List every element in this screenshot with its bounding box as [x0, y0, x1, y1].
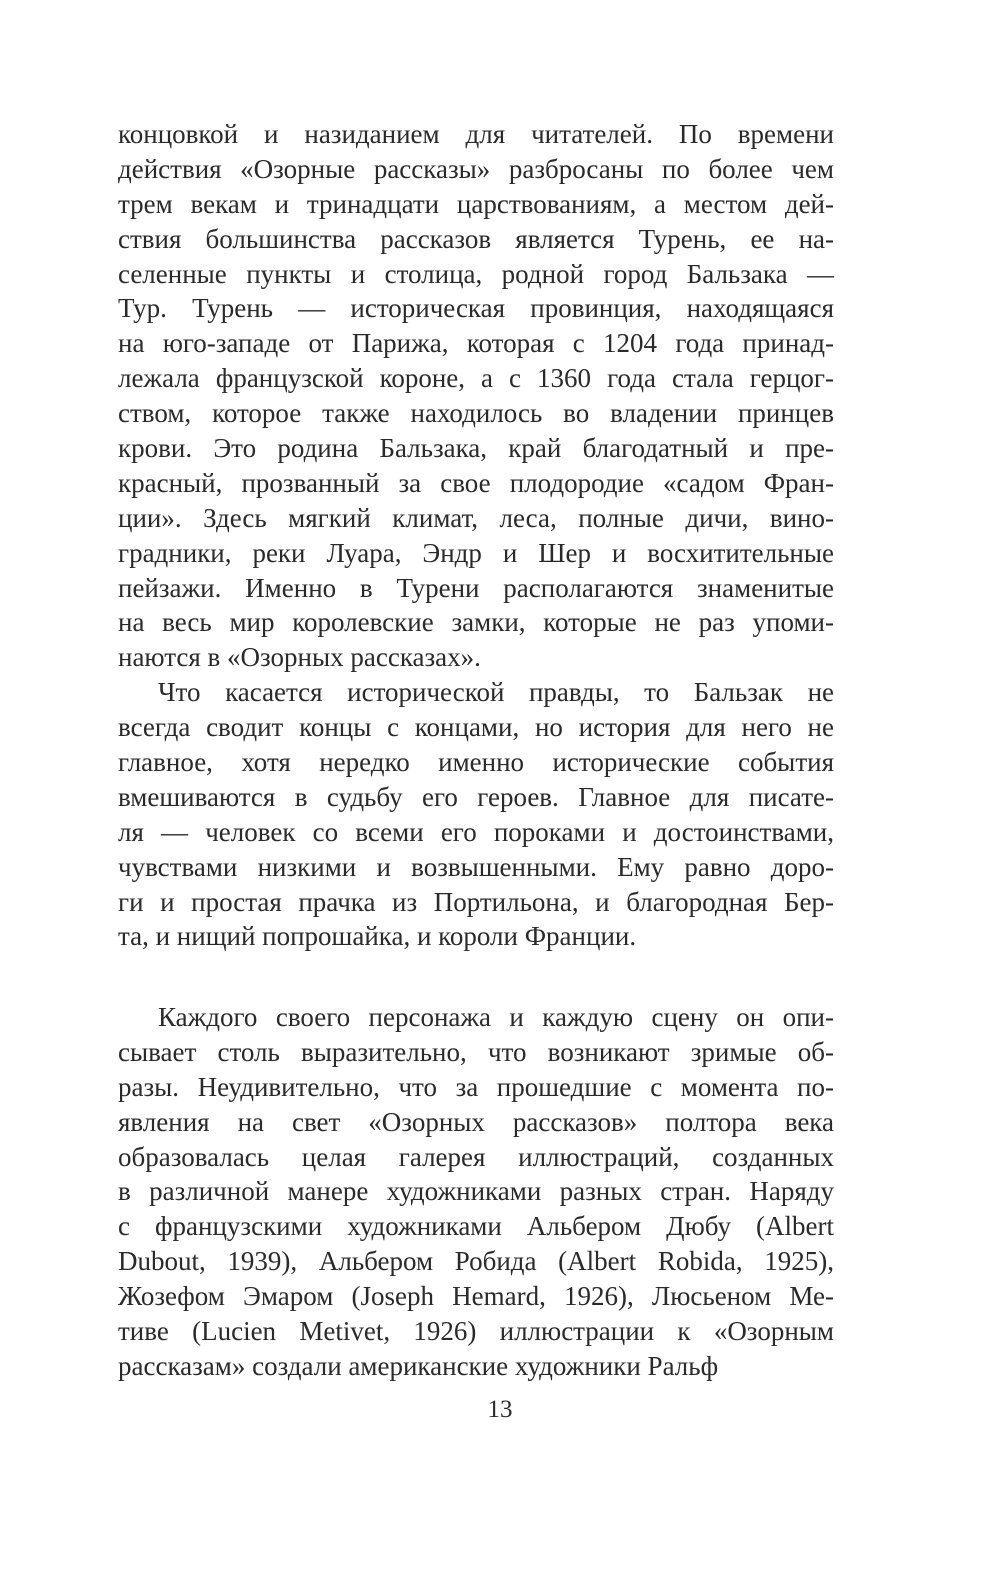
- text-line: Тур. Турень — историческая провинция, находящаяся: [118, 293, 834, 324]
- text-line: та, и нищий попрошайка, и короли Франции.: [118, 921, 637, 952]
- text-block-top: [118, 117, 834, 954]
- text-line: лежала французской короне, а с 1360 года стала герцог-: [118, 363, 834, 394]
- text-line: вмешиваются в судьбу его героев. Главное для писате-: [118, 781, 834, 812]
- text-line: Жозефом Эмаром (Joseph Hemard, 1926), Люсьеном Ме-: [118, 1281, 834, 1312]
- text-block-bottom: [118, 1000, 834, 1384]
- text-line: Что касается исторической правды, то Бальзак не: [158, 677, 834, 708]
- paragraph: [118, 675, 834, 954]
- text-line: в различной манере художниками разных стран. Наряду: [118, 1176, 834, 1207]
- text-line: с французскими художниками Альбером Дюбу (Albert: [118, 1211, 834, 1242]
- text-line: главное, хотя нередко именно исторические события: [118, 747, 834, 778]
- text-line: всегда сводит концы с концами, но история для него не: [118, 712, 834, 743]
- text-line: пейзажи. Именно в Турени располагаются знаменитые: [118, 572, 834, 603]
- text-line: образовалась целая галерея иллюстраций, созданных: [118, 1141, 834, 1172]
- text-line: Каждого своего персонажа и каждую сцену он опи-: [158, 1002, 834, 1032]
- text-line: ля — человек со всеми его пороками и достоинствами,: [118, 816, 834, 847]
- text-line: ствия большинства рассказов является Турень, ее на-: [118, 223, 834, 254]
- text-line: на весь мир королевские замки, которые не раз упоми-: [118, 607, 834, 638]
- text-line: действия «Озорные рассказы» разбросаны по более чем: [118, 153, 834, 184]
- text-line: ством, которое также находилось во владении принцев: [118, 398, 834, 429]
- text-line: концовкой и назиданием для читателей. По времени: [118, 119, 834, 149]
- text-line: селенные пункты и столица, родной город Бальзака —: [118, 258, 834, 289]
- text-line: трем векам и тринадцати царствованиям, а местом дей-: [118, 188, 834, 219]
- text-line: рассказам» создали американские художники Ральф: [118, 1350, 719, 1381]
- paragraph: [118, 117, 834, 675]
- text-line: наются в «Озорных рассказах».: [118, 642, 481, 673]
- page-number: 13: [487, 1396, 513, 1423]
- text-line: крови. Это родина Бальзака, край благодатный и пре-: [118, 433, 834, 464]
- text-line: чувствами низкими и возвышенными. Ему равно доро-: [118, 851, 834, 882]
- text-line: тиве (Lucien Metivet, 1926) иллюстрации к «Озорным: [118, 1316, 834, 1347]
- text-line: сывает столь выразительно, что возникают зримые об-: [118, 1036, 834, 1067]
- text-line: на юго-западе от Парижа, которая с 1204 года принад-: [118, 328, 834, 359]
- text-line: разы. Неудивительно, что за прошедшие с момента по-: [118, 1071, 834, 1102]
- text-line: явления на свет «Озорных рассказов» полтора века: [118, 1106, 834, 1137]
- paragraph: [118, 1000, 834, 1384]
- text-line: красный, прозванный за свое плодородие «садом Фран-: [118, 467, 834, 498]
- text-line: Dubout, 1939), Альбером Робида (Albert Robida, 1925),: [118, 1246, 834, 1277]
- text-line: градники, реки Луара, Эндр и Шер и восхитительные: [118, 537, 834, 568]
- text-line: ции». Здесь мягкий климат, леса, полные дичи, вино-: [118, 502, 834, 533]
- text-line: ги и простая прачка из Портильона, и благородная Бер-: [118, 886, 834, 917]
